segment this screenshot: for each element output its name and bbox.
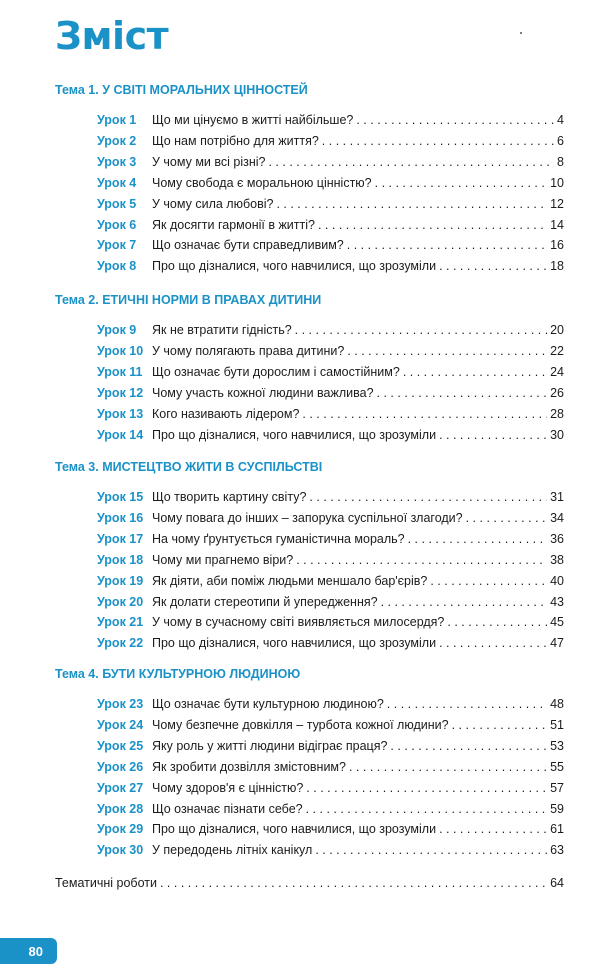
dot-leader xyxy=(387,697,547,711)
lesson-title: У чому ми всі різні? xyxy=(152,154,266,169)
lesson-title: У чому сила любові? xyxy=(152,196,274,211)
lesson-page: 31 xyxy=(550,490,564,504)
lesson-page: 8 xyxy=(557,154,564,169)
lesson-label: Урок 27 xyxy=(97,780,144,795)
lesson-label: Урок 26 xyxy=(97,759,144,774)
lesson-page: 30 xyxy=(550,427,564,442)
toc-row[interactable] xyxy=(97,113,564,131)
dot-leader xyxy=(276,197,547,211)
thematic-label: Тематичні роботи xyxy=(55,876,157,890)
dot-leader xyxy=(447,615,547,629)
lesson-label: Урок 24 xyxy=(97,717,144,732)
lesson-page: 18 xyxy=(550,259,564,274)
lesson-page: 28 xyxy=(550,406,564,421)
toc-row[interactable] xyxy=(97,802,564,820)
lesson-page: 34 xyxy=(550,510,564,525)
dot-leader xyxy=(306,802,547,816)
dot-leader xyxy=(349,760,547,774)
lesson-page: 51 xyxy=(550,717,564,732)
lesson-title: Про що дізналися, чого навчилися, що зрозуміли xyxy=(152,822,437,837)
lesson-page: 40 xyxy=(550,573,564,588)
lesson-title: Чому безпечне довкілля – турбота кожної людини? xyxy=(152,717,449,732)
lesson-label: Урок 8 xyxy=(97,259,137,274)
lesson-label: Урок 17 xyxy=(97,531,144,546)
lesson-label: Урок 4 xyxy=(97,175,137,190)
lesson-label: Урок 11 xyxy=(97,364,143,379)
lesson-title: Як долати стереотипи й упередження? xyxy=(152,594,378,609)
lesson-label: Урок 13 xyxy=(97,406,144,421)
section-heading-3: Тема 3. МИСТЕЦТВО ЖИТИ В СУСПІЛЬСТВІ xyxy=(55,460,323,474)
dot-leader xyxy=(309,490,547,504)
lesson-label: Урок 6 xyxy=(97,217,137,232)
lesson-page: 59 xyxy=(550,801,564,816)
toc-row[interactable] xyxy=(97,155,564,173)
dot-leader xyxy=(160,876,547,890)
lesson-label: Урок 10 xyxy=(97,343,144,358)
toc-row-thematic[interactable] xyxy=(55,876,564,894)
toc-row[interactable] xyxy=(97,197,564,215)
toc-row[interactable] xyxy=(97,407,564,425)
lesson-label: Урок 20 xyxy=(97,594,144,609)
lesson-title: Що ми цінуємо в житті найбільше? xyxy=(152,113,354,127)
lesson-title: Що означає пізнати себе? xyxy=(152,801,303,816)
lesson-page: 36 xyxy=(550,531,564,546)
lesson-page: 24 xyxy=(550,364,564,379)
dot-leader xyxy=(381,595,548,609)
toc-row[interactable] xyxy=(97,553,564,571)
toc-row[interactable] xyxy=(97,822,564,840)
toc-row[interactable] xyxy=(97,697,564,715)
lesson-title: У передодень літніх канікул xyxy=(152,843,313,858)
lesson-page: 61 xyxy=(550,822,564,837)
toc-row[interactable] xyxy=(97,843,564,861)
lesson-page: 47 xyxy=(550,636,564,651)
lesson-title: Яку роль у житті людини відіграє праця? xyxy=(152,738,388,753)
lesson-label: Урок 3 xyxy=(97,154,137,169)
toc-row[interactable] xyxy=(97,511,564,529)
lesson-page: 10 xyxy=(550,175,564,190)
toc-row[interactable] xyxy=(97,218,564,236)
section-heading-4: Тема 4. БУТИ КУЛЬТУРНОЮ ЛЮДИНОЮ xyxy=(55,667,301,681)
dot-leader xyxy=(295,323,547,337)
toc-row[interactable] xyxy=(97,636,564,654)
lesson-page: 55 xyxy=(550,759,564,774)
lesson-label: Урок 12 xyxy=(97,385,144,400)
toc-row[interactable] xyxy=(97,490,564,508)
lesson-page: 12 xyxy=(550,196,564,211)
lesson-title: Кого називають лідером? xyxy=(152,406,300,421)
lesson-label: Урок 14 xyxy=(97,427,144,442)
dot-leader xyxy=(439,259,547,273)
lesson-label: Урок 22 xyxy=(97,636,144,651)
lesson-title: Як діяти, аби поміж людьми меншало бар'єрів? xyxy=(152,573,428,588)
dot-leader xyxy=(439,636,547,650)
lesson-title: Чому участь кожної людини важлива? xyxy=(152,385,374,400)
toc-row[interactable] xyxy=(97,323,564,341)
lesson-label: Урок 2 xyxy=(97,133,137,148)
dot-leader xyxy=(403,365,547,379)
lesson-page: 16 xyxy=(550,238,564,253)
toc-row[interactable] xyxy=(97,386,564,404)
lesson-title: У чому в сучасному світі виявляється милосердя? xyxy=(152,615,445,630)
lesson-page: 4 xyxy=(557,113,564,127)
lesson-title: Про що дізналися, чого навчилися, що зрозуміли xyxy=(152,636,437,651)
toc-row[interactable] xyxy=(97,781,564,799)
dot-leader xyxy=(347,344,547,358)
lesson-title: Що означає бути дорослим і самостійним? xyxy=(152,364,400,379)
toc-row[interactable] xyxy=(97,365,564,383)
toc-row[interactable] xyxy=(97,259,564,277)
lesson-page: 22 xyxy=(550,343,564,358)
lesson-page: 63 xyxy=(550,843,564,858)
lesson-label: Урок 23 xyxy=(97,697,144,711)
lesson-page: 43 xyxy=(550,594,564,609)
toc-row[interactable] xyxy=(97,134,564,152)
dot-leader xyxy=(408,532,547,546)
section-heading-1: Тема 1. У СВІТІ МОРАЛЬНИХ ЦІННОСТЕЙ xyxy=(55,83,308,97)
dot-leader xyxy=(390,739,547,753)
lesson-title: Чому свобода є моральною цінністю? xyxy=(152,175,372,190)
dot-leader xyxy=(439,428,547,442)
lesson-title: Чому ми прагнемо віри? xyxy=(152,552,294,567)
lesson-title: Що означає бути культурною людиною? xyxy=(152,697,384,711)
decorative-dot xyxy=(520,32,522,34)
lesson-title: Що означає бути справедливим? xyxy=(152,238,344,253)
lesson-page: 57 xyxy=(550,780,564,795)
lesson-title: Як зробити дозвілля змістовним? xyxy=(152,759,346,774)
lesson-title: Чому повага до інших – запорука суспільної злагоди? xyxy=(152,510,463,525)
toc-row[interactable] xyxy=(97,718,564,736)
toc-row[interactable] xyxy=(97,238,564,256)
toc-row[interactable] xyxy=(97,344,564,362)
lesson-page: 38 xyxy=(550,552,564,567)
lesson-title: Як досягти гармонії в житті? xyxy=(152,217,315,232)
dot-leader xyxy=(356,113,554,127)
dot-leader xyxy=(347,238,547,252)
lesson-label: Урок 9 xyxy=(97,323,137,337)
dot-leader xyxy=(318,218,547,232)
lesson-label: Урок 30 xyxy=(97,843,144,858)
toc-row[interactable] xyxy=(97,532,564,550)
lesson-label: Урок 15 xyxy=(97,490,144,504)
page-number-badge xyxy=(0,938,57,964)
lesson-label: Урок 1 xyxy=(97,113,137,127)
dot-leader xyxy=(268,155,554,169)
dot-leader xyxy=(375,176,547,190)
lesson-label: Урок 25 xyxy=(97,738,144,753)
dot-leader xyxy=(306,781,547,795)
lesson-title: Що творить картину світу? xyxy=(152,490,307,504)
dot-leader xyxy=(302,407,547,421)
page-title: Зміст xyxy=(55,14,169,58)
lesson-title: Що нам потрібно для життя? xyxy=(152,133,319,148)
toc-row[interactable] xyxy=(97,595,564,613)
lesson-label: Урок 18 xyxy=(97,552,144,567)
dot-leader xyxy=(466,511,547,525)
lesson-label: Урок 21 xyxy=(97,615,144,630)
lesson-label: Урок 7 xyxy=(97,238,137,253)
toc-row[interactable] xyxy=(97,176,564,194)
toc-row[interactable] xyxy=(97,739,564,757)
thematic-page: 64 xyxy=(550,876,564,890)
lesson-title: У чому полягають права дитини? xyxy=(152,343,345,358)
lesson-page: 26 xyxy=(550,385,564,400)
lesson-title: На чому ґрунтується гуманістична мораль? xyxy=(152,531,405,546)
lesson-label: Урок 29 xyxy=(97,822,144,837)
dot-leader xyxy=(315,843,547,857)
lesson-page: 6 xyxy=(557,133,564,148)
section-heading-2: Тема 2. ЕТИЧНІ НОРМИ В ПРАВАХ ДИТИНИ xyxy=(55,293,322,307)
dot-leader xyxy=(430,574,547,588)
toc-row[interactable] xyxy=(97,760,564,778)
lesson-label: Урок 19 xyxy=(97,573,144,588)
lesson-page: 14 xyxy=(550,217,564,232)
lesson-page: 53 xyxy=(550,738,564,753)
lesson-label: Урок 5 xyxy=(97,196,137,211)
lesson-page: 48 xyxy=(550,697,564,711)
dot-leader xyxy=(322,134,554,148)
toc-row[interactable] xyxy=(97,428,564,446)
toc-row[interactable] xyxy=(97,574,564,592)
page-number: 80 xyxy=(28,943,43,959)
lesson-title: Про що дізналися, чого навчилися, що зрозуміли xyxy=(152,259,437,274)
lesson-label: Урок 28 xyxy=(97,801,144,816)
dot-leader xyxy=(377,386,548,400)
toc-row[interactable] xyxy=(97,615,564,633)
dot-leader xyxy=(439,822,547,836)
lesson-title: Як не втратити гідність? xyxy=(152,323,292,337)
lesson-title: Чому здоров'я є цінністю? xyxy=(152,780,304,795)
dot-leader xyxy=(452,718,548,732)
dot-leader xyxy=(296,553,547,567)
lesson-page: 20 xyxy=(550,323,564,337)
lesson-page: 45 xyxy=(550,615,564,630)
lesson-label: Урок 16 xyxy=(97,510,144,525)
lesson-title: Про що дізналися, чого навчилися, що зрозуміли xyxy=(152,427,437,442)
